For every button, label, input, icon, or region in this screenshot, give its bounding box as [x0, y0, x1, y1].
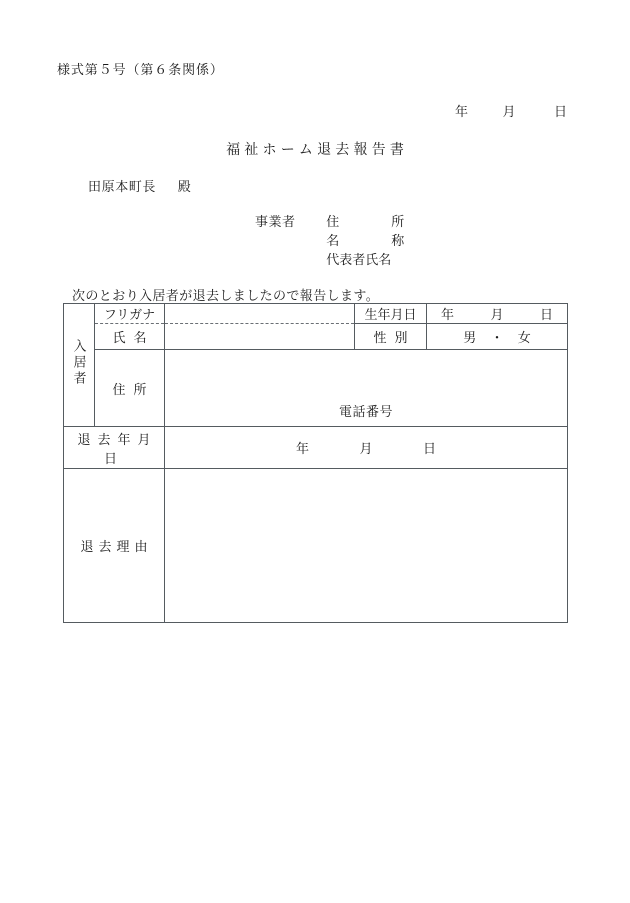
operator-address-row — [255, 212, 404, 231]
moveout-date-label: 退去年月日 — [77, 431, 158, 466]
moveout-report-table — [63, 303, 568, 623]
addressee-name: 田原本町長 — [88, 179, 157, 194]
page-title: 福祉ホーム退去報告書 — [226, 143, 409, 158]
reason-label-cell — [64, 469, 165, 623]
furigana-label: フリガナ — [103, 307, 156, 322]
gender-female[interactable]: 女 — [517, 330, 531, 345]
form-number: 様式第５号（第６条関係） — [57, 62, 224, 77]
birthdate-value — [441, 304, 553, 323]
address-label: 住所 — [112, 381, 155, 397]
table-row-moveout-date — [64, 427, 568, 469]
operator-name-label: 名 称 — [326, 233, 405, 248]
reason-value-cell[interactable] — [165, 469, 568, 623]
header-date-month: 月 — [502, 104, 516, 119]
intro-sentence: 次のとおり入居者が退去しましたので報告します。 — [72, 288, 380, 303]
gender-label-cell — [355, 324, 427, 350]
operator-name-row — [255, 231, 404, 250]
header-date-year: 年 — [455, 104, 469, 119]
moveout-date-value-cell[interactable] — [165, 427, 568, 469]
name-label: 氏名 — [112, 330, 155, 345]
gender-value-cell[interactable] — [427, 324, 568, 350]
gender-male[interactable]: 男 — [463, 330, 477, 345]
birthdate-year: 年 — [440, 307, 454, 322]
name-value-cell[interactable] — [165, 324, 355, 350]
operator-address-label: 住 所 — [326, 214, 405, 229]
operator-block — [255, 212, 404, 269]
table-row-reason — [64, 469, 568, 623]
moveout-date-label-cell — [64, 427, 165, 469]
resident-label: 入居者 — [71, 339, 87, 387]
operator-label: 事業者 — [255, 214, 296, 229]
address-label-cell — [95, 350, 165, 427]
table-row-address — [64, 350, 568, 427]
reason-label: 退去理由 — [80, 539, 153, 554]
moveout-date-day: 日 — [423, 441, 437, 456]
operator-representative-label: 代表者氏名 — [326, 252, 392, 267]
gender-separator: ・ — [490, 330, 504, 345]
header-date-day: 日 — [554, 104, 568, 119]
table-row-furigana — [64, 304, 568, 324]
birthdate-month: 月 — [490, 307, 504, 322]
gender-label: 性別 — [373, 330, 416, 345]
birthdate-value-cell[interactable] — [427, 304, 568, 324]
moveout-date-month: 月 — [359, 441, 373, 456]
phone-label: 電話番号 — [338, 404, 394, 419]
addressee-line — [88, 176, 191, 195]
birthdate-label-cell — [355, 304, 427, 324]
addressee-honorific: 殿 — [177, 179, 192, 194]
birthdate-label: 生年月日 — [364, 307, 417, 322]
birthdate-day: 日 — [540, 307, 554, 322]
name-label-cell — [95, 324, 165, 350]
header-date-line — [455, 101, 567, 120]
operator-representative-row — [255, 250, 404, 269]
furigana-label-cell — [95, 304, 165, 324]
resident-label-cell — [64, 304, 95, 427]
address-value-cell[interactable] — [165, 350, 568, 427]
table-row-name — [64, 324, 568, 350]
furigana-value-cell[interactable] — [165, 304, 355, 324]
moveout-date-year: 年 — [295, 441, 309, 456]
